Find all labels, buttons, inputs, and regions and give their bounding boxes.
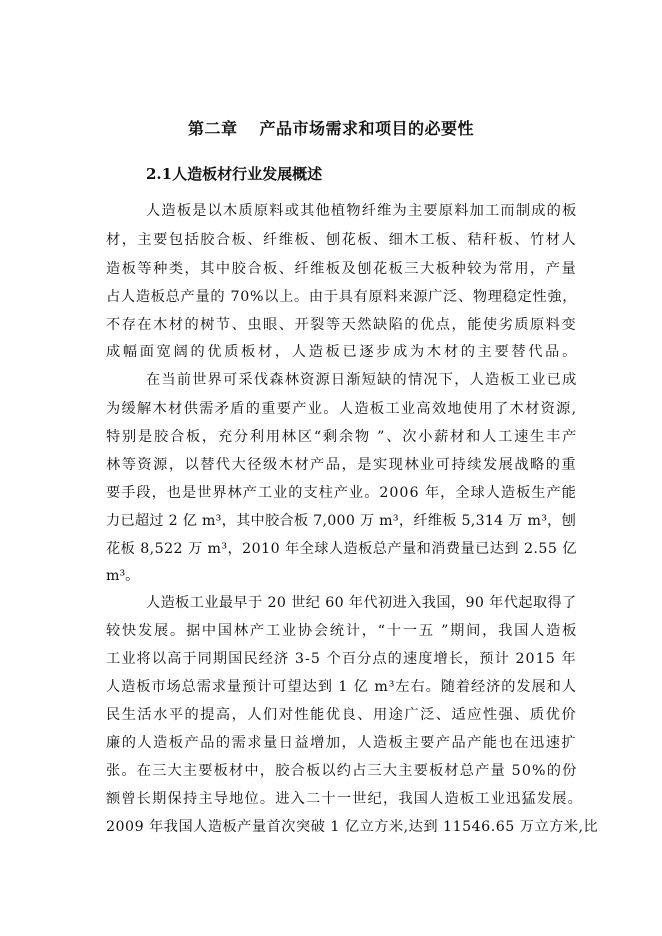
chapter-number: 第二章: [187, 119, 238, 138]
paragraph-line: 在当前世界可采伐森林资源日渐短缺的情况下，人造板工业已成: [146, 372, 578, 388]
chapter-heading: [0, 116, 662, 139]
paragraph-line: 额曾长期保持主导地位。进入二十一世纪，我国人造板工业迅猛发展。: [106, 791, 584, 807]
paragraph-line: 廉的人造板产品的需求量日益增加，人造板主要产品产能也在迅速扩: [106, 735, 578, 751]
paragraph-line: 工业将以高于同期国民经济 3-5 个百分点的速度增长，预计 2015 年: [106, 651, 577, 667]
paragraph-line: 特别是胶合板，充分利用林区“剩余物 ”、次小薪材和人工速生丰产: [106, 429, 579, 445]
paragraph-line: 占人造板总产量的 70%以上。由于具有原料来源广泛、物理稳定性強，: [106, 289, 578, 305]
chapter-title-text: 产品市场需求和项目的必要性: [259, 119, 475, 138]
paragraph-line: 人造板市场总需求量预计可望达到 1 亿 m³左右。随着经济的发展和人: [106, 679, 577, 695]
paragraph-line: 2009 年我国人造板产量首次突破 1 亿立方米,达到 11546.65 万立方米,比: [106, 819, 599, 835]
paragraph-line: 力已超过 2 亿 m³，其中胶合板 7,000 万 m³，纤维板 5,314 万 m³，刨: [106, 513, 577, 529]
paragraph-line: 较快发展。据中国林产工业协会统计，“十一五 ”期间，我国人造板: [106, 623, 579, 639]
paragraph-line: 成幅面宽阔的优质板材，人造板已逐步成为木材的主要替代品。: [106, 344, 579, 360]
paragraph-line: 张。在三大主要板材中，胶合板以约占三大主要板材总产量 50%的份: [106, 763, 578, 779]
paragraph-line: 人造板是以木质原料或其他植物纤维为主要原料加工而制成的板: [146, 203, 578, 219]
paragraph-line: 材，主要包括胶合板、纤维板、刨花板、细木工板、秸秆板、竹材人: [106, 232, 578, 248]
paragraph-line: 民生活水平的提高，人们对性能优良、用途广泛、适应性强、质优价: [106, 707, 578, 723]
paragraph-line: 林等资源，以替代大径级木材产品，是实现林业可持续发展战略的重: [106, 457, 578, 473]
paragraph-line: 花板 8,522 万 m³，2010 年全球人造板总产量和消费量已达到 2.55 亿: [106, 541, 577, 557]
paragraph-line: 为缓解木材供需矛盾的重要产业。人造板工业高效地使用了木材资源,: [106, 401, 578, 417]
paragraph-line: 不存在木材的树节、虫眼、开裂等天然缺陷的优点，能使劣质原料变: [106, 317, 578, 333]
paragraph-line: m³。: [106, 568, 140, 584]
section-heading: 2.1人造板材行业发展概述: [146, 165, 323, 183]
paragraph-line: 人造板工业最早于 20 世纪 60 年代初进入我国，90 年代起取得了: [146, 595, 577, 611]
paragraph-line: 造板等种类，其中胶合板、纤维板及刨花板三大板种较为常用，产量: [106, 261, 578, 277]
paragraph-line: 要手段，也是世界林产工业的支柱产业。2006 年，全球人造板生产能: [106, 485, 577, 501]
